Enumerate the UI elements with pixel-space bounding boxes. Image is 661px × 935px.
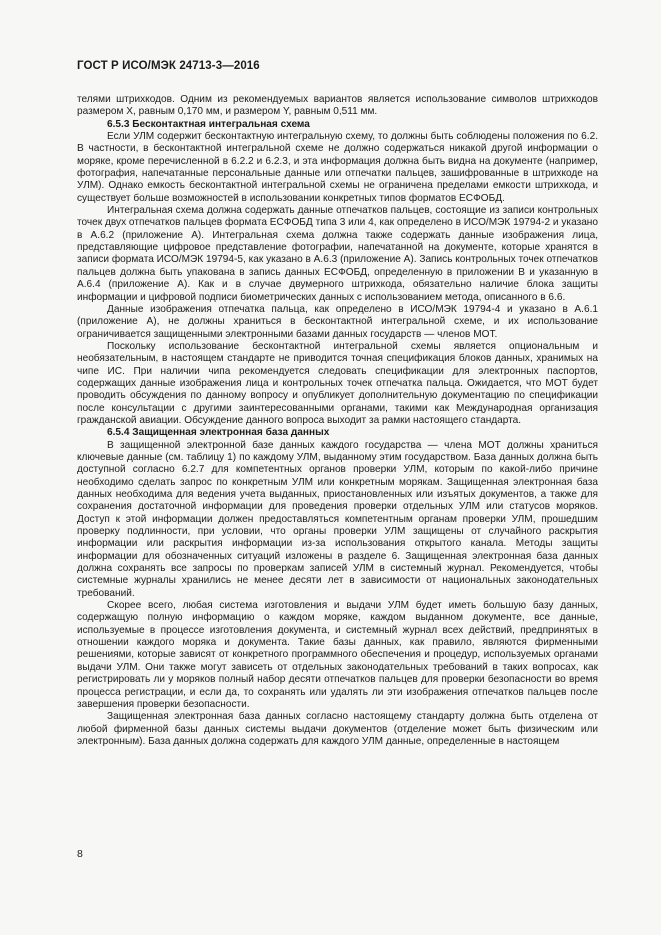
paragraph: Скорее всего, любая система изготовления и выдачи УЛМ будет иметь большую базу данных, содержащую полную информацию о каждом моряке, каждом выданном документе, все данные, используемые в процессе изготовления документа, и системный журнал всех действий, предпринятых в отношении каждого моряка и документа. Такие базы данных, как правило, являются фирменными решениями, которые зависят от конкретного программного обеспечения и процедур, используемых органами выдачи УЛМ. Они также могут зависеть от отдельных законодательных требований в таких вопросах, как регистрировать ли у моряков полный набор десяти отпечатков пальцев для проверки безопасности во время процесса регистрации, и если да, то сохранять или удалять ли эти изображения отпечатков пальцев после завершения проверки безопасности. <box>77 600 598 710</box>
paragraph: Интегральная схема должна содержать данные отпечатков пальцев, состоящие из записи контрольных точек двух отпечатков пальцев формата ЕСФОБД типа 3 или 4, как определено в ИСО/МЭК 19794-2 и указано в А.6.2 (приложение А). Интегральная схема должна также содержать данные изображения лица, представляющие цифровое представление фотографии, напечатанной на документе, которые хранятся в записи формата ИСО/МЭК 19794-5, как указано в А.6.3 (приложение А). Запись контрольных точек отпечатков пальцев должна быть упакована в запись данных ЕСФОБД, определенную в приложении В и указанную в А.6.4 (приложение А). Как и в случае двумерного штрихкода, обязательно наличие блока защиты информации и цифровой подписи биометрических данных с использованием метода, описанного в 6.6. <box>77 205 598 303</box>
paragraph: Если УЛМ содержит бесконтактную интегральную схему, то должны быть соблюдены положения по 6.2. В частности, в бесконтактной интегральной схеме не должно содержаться никакой другой информации о моряке, кроме перечисленной в 6.2.2 и 6.2.3, и эта информация должна быть видна на документе (например, фотография, напечатанные персональные данные или отпечатки пальцев, зашифрованные в штрихкоде на УЛМ). Однако емкость бесконтактной интегральной схемы не ограничена пределами емкости штрихкода, и существует больше возможностей в использовании конкретных типов форматов ЕСФОБД. <box>77 131 598 204</box>
paragraph: В защищенной электронной базе данных каждого государства — члена МОТ должны храниться ключевые данные (см. таблицу 1) по каждому УЛМ, выданному этим государством. База данных должна быть доступной согласно 6.2.7 для компетентных органов проверки УЛМ, которым по какой-либо причине необходимо сделать запрос по конкретным УЛМ или конкретным морякам. Защищенная электронная база данных необходима для ведения учета выданных, приостановленных или изъятых документов, а также для сохранения достаточной информации для проведения проверки отдельных УЛМ или статусов моряков. Доступ к этой информации должен предоставляться компетентным органам проверки УЛМ, прошедшим проверку подлинности, при условии, что органы проверки УЛМ защищены от случайного раскрытия информации или раскрытия информации из-за использования открытого канала. Методы защиты информации для обозначенных ситуаций изложены в разделе 6. Защищенная электронная база данных должна сохранять все запросы по проверкам записей УЛМ в системный журнал. Рекомендуется, чтобы системные журналы хранились не менее десяти лет в зависимости от национальных законодательных требований. <box>77 439 598 599</box>
section-heading-6-5-3: 6.5.3 Бесконтактная интегральная схема <box>107 118 310 130</box>
paragraph: Данные изображения отпечатка пальца, как определено в ИСО/МЭК 19794-4 и указано в А.6.1 (приложение А), не должны храниться в бесконтактной интегральной схеме, и их использование ограничивается защищенными электронными базами данных государств — членов МОТ. <box>77 303 598 340</box>
page-number: 8 <box>77 848 83 860</box>
section-heading-6-5-4: 6.5.4 Защищенная электронная база данных <box>107 427 330 439</box>
paragraph: телями штрихкодов. Одним из рекомендуемых вариантов является использование символов штрихкодов размером X, равным 0,170 мм, и размером Y, равным 0,511 мм. <box>77 94 598 118</box>
paragraph: Поскольку использование бесконтактной интегральной схемы является опциональным и необязательным, в настоящем стандарте не приводится точная спецификация блоков данных, хранимых на чипе ИС. При наличии чипа рекомендуется следовать спецификации для электронных паспортов, содержащих данные изображения лица и контрольных точек отпечатка пальца. Ожидается, что МОТ будет проводить обсуждения по данному вопросу и опубликует дополнительную документацию по спецификации после консультации с другими заинтересованными органами, такими как Международная организация гражданской авиации. Обсуждение данного вопроса выходит за рамки настоящего стандарта. <box>77 340 598 426</box>
paragraph: Защищенная электронная база данных согласно настоящему стандарту должна быть отделена от любой фирменной базы данных системы выдачи документов (отделение может быть физическим или электронным). База данных должна содержать для каждого УЛМ данные, определенные в настоящем <box>77 711 598 747</box>
document-body <box>77 94 598 748</box>
document-header: ГОСТ Р ИСО/МЭК 24713-3—2016 <box>77 60 260 72</box>
